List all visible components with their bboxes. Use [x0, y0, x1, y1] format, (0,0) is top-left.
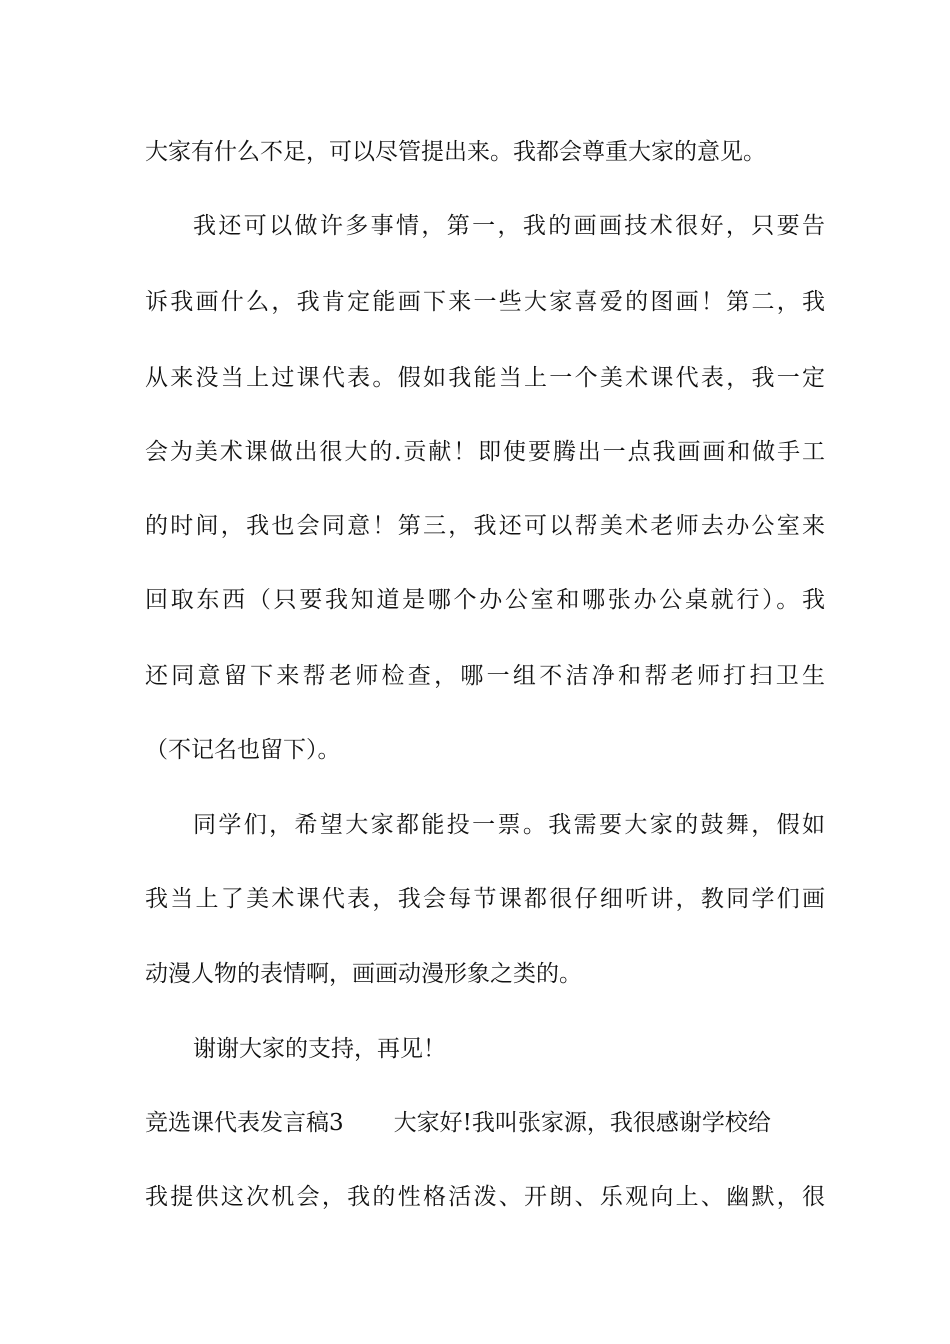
text-line: 诉我画什么，我肯定能画下来一些大家喜爱的图画！第二，我 — [145, 289, 825, 315]
text-line: 从来没当上过课代表。假如我能当上一个美术课代表，我一定 — [145, 365, 825, 391]
text-line: 我当上了美术课代表，我会每节课都很仔细听讲，教同学们画 — [145, 886, 825, 912]
paragraph-start-line: 同学们，希望大家都能投一票。我需要大家的鼓舞，假如 — [193, 812, 825, 838]
section-text: 大家好!我叫张家源，我很感谢学校给 — [393, 1110, 771, 1136]
text-line: 动漫人物的表情啊，画画动漫形象之类的。 — [145, 961, 582, 987]
paragraph-start-line: 谢谢大家的支持，再见！ — [193, 1036, 446, 1062]
paragraph-start-line: 我还可以做许多事情，第一，我的画画技术很好，只要告 — [193, 213, 825, 239]
section-title: 竞选课代表发言稿3 — [145, 1110, 344, 1136]
heading-line — [145, 1103, 825, 1143]
text-line: 会为美术课做出很大的.贡献！即使要腾出一点我画画和做手工 — [145, 439, 825, 465]
text-line: 的时间，我也会同意！第三，我还可以帮美术老师去办公室来 — [145, 513, 825, 539]
text-line: 我提供这次机会，我的性格活泼、开朗、乐观向上、幽默，很 — [145, 1184, 825, 1210]
text-line: （不记名也留下）。 — [145, 737, 341, 763]
text-line: 还同意留下来帮老师检查，哪一组不洁净和帮老师打扫卫生 — [145, 663, 825, 689]
text-line: 大家有什么不足，可以尽管提出来。我都会尊重大家的意见。 — [145, 139, 766, 165]
text-line: 回取东西（只要我知道是哪个办公室和哪张办公桌就行）。我 — [145, 587, 825, 613]
